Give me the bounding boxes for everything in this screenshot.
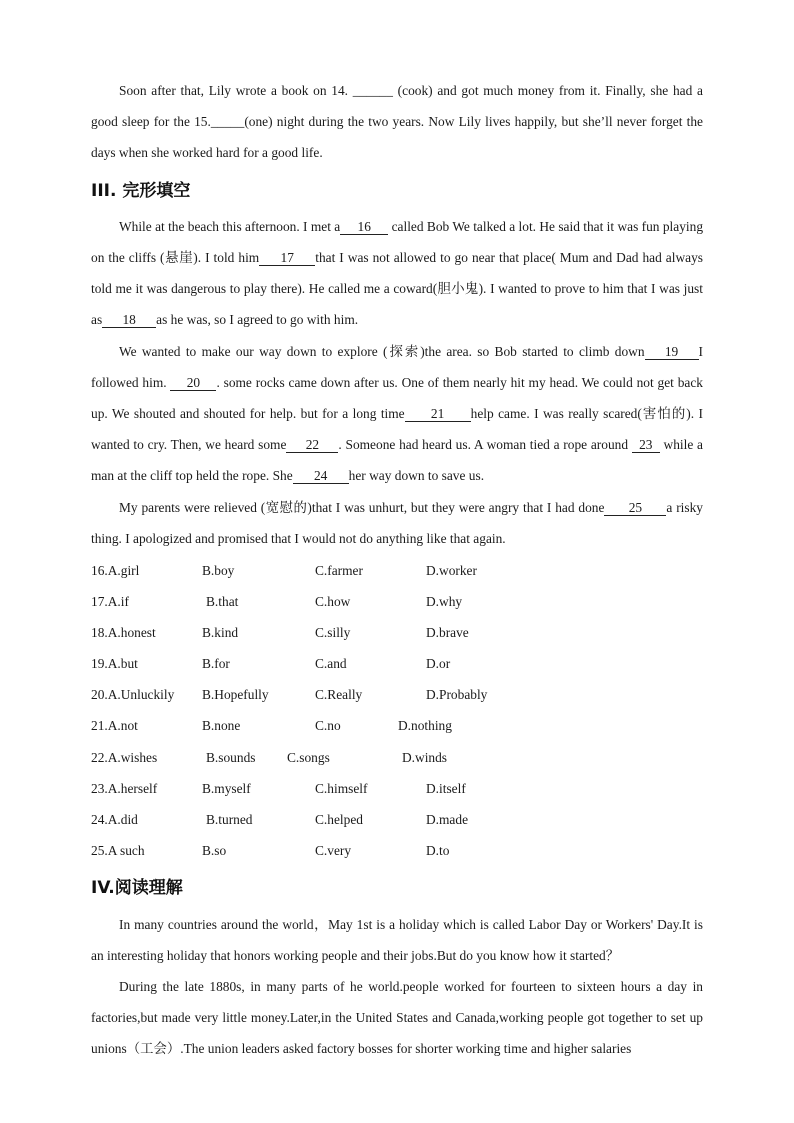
option-a: 17.A.if (91, 594, 129, 610)
option-c: C.songs (287, 749, 330, 765)
option-b: B.turned (206, 811, 253, 827)
option-d: D.or (426, 656, 451, 672)
cloze-paragraph-2 (91, 336, 703, 491)
option-a: 21.A.not (91, 718, 138, 734)
blank-15: _____ (210, 114, 245, 129)
option-c: C.himself (315, 780, 368, 796)
option-b: B.that (206, 594, 239, 610)
blank-22: 22 (286, 437, 338, 453)
text: My parents were relieved (宽慰的)that I was unhurt, but they were angry that I had done (119, 500, 605, 515)
text: called Bob We talked a lot. He said that it was fun playing on the cliffs (悬崖). I told him (91, 219, 704, 265)
option-b: B.so (202, 842, 227, 858)
option-d: D.nothing (398, 718, 452, 734)
option-b: B.none (202, 718, 241, 734)
option-b: B.Hopefully (202, 687, 269, 703)
text: I followed him. (91, 344, 703, 390)
option-b: B.for (202, 656, 230, 672)
option-c: C.how (315, 594, 351, 610)
blank-23: 23 (632, 437, 660, 453)
option-a: 25.A such (91, 842, 145, 858)
option-row (91, 679, 711, 710)
option-row (91, 804, 711, 835)
cloze-paragraph-1 (91, 211, 703, 335)
blank-16: 16 (340, 219, 388, 235)
option-a: 23.A.herself (91, 780, 158, 796)
blank-19: 19 (645, 344, 699, 360)
blank-25: 25 (604, 500, 666, 516)
cloze-paragraph-3 (91, 492, 703, 554)
paragraph-lily (91, 75, 703, 168)
option-c: C.silly (315, 625, 351, 641)
option-d: D.why (426, 594, 463, 610)
option-d: D.itself (426, 780, 466, 796)
option-d: D.to (426, 842, 450, 858)
text: a risky thing. I apologized and promised that I would not do anything like that again. (91, 500, 703, 546)
text: as he was, so I agreed to go with him. (156, 312, 359, 327)
option-a: 24.A.did (91, 811, 138, 827)
reading-paragraph-1 (91, 909, 703, 971)
option-b: B.boy (202, 563, 235, 578)
blank-20: 20 (170, 375, 216, 391)
option-d: D.winds (402, 749, 448, 765)
option-d: D.Probably (426, 687, 488, 703)
option-d: D.made (426, 811, 469, 827)
option-c: C.very (315, 842, 352, 858)
option-d: D.worker (426, 563, 477, 578)
blank-24: 24 (293, 468, 349, 484)
text: During the late 1880s, in many parts of he world.people worked for fourteen to sixteen hours a day in factories,but made very little money.Later,in the United States and Canada,working people got together to set up unions（工会）.The union leaders asked factory bosses for shorter working time and higher salaries (91, 979, 703, 1056)
blank-18: 18 (102, 312, 156, 328)
option-row (91, 835, 711, 866)
text: Soon after that, Lily wrote a book on 14. (119, 83, 349, 98)
text: In many countries around the world，May 1st is a holiday which is called Labor Day or Workers' Day.It is an interesting holiday that honors working people and their jobs.But do you know how it started？ (91, 917, 703, 963)
option-row (91, 617, 711, 648)
text: We wanted to make our way down to explore (探索)the area. so Bob started to climb down (119, 344, 645, 359)
option-a: 22.A.wishes (91, 749, 158, 765)
text: her way down to save us. (348, 468, 485, 483)
blank-14: ______ (352, 83, 393, 98)
option-d: D.brave (426, 625, 469, 641)
option-row (91, 742, 711, 773)
section-title-cloze: III. 完形填空 (91, 181, 191, 201)
text: While at the beach this afternoon. I met a (119, 219, 341, 234)
text: . some rocks came down after us. One of them nearly hit my head. We could not get back up. We shouted and shouted for help. but for a long time (91, 375, 703, 421)
option-c: C.helped (315, 811, 363, 827)
option-c: C.farmer (315, 563, 363, 578)
option-c: C.Really (315, 687, 363, 703)
text: . Someone had heard us. A woman tied a rope around (338, 437, 629, 452)
text: (one) night during the two years. Now Lily lives happily, but she’ll never forget the days when she worked hard for a good life. (91, 114, 703, 160)
option-row (91, 648, 711, 679)
option-row (91, 710, 711, 741)
option-a: 18.A.honest (91, 625, 156, 641)
text: help came. I was really scared(害怕的). I wanted to cry. Then, we heard some (91, 406, 703, 452)
option-a: 19.A.but (91, 656, 138, 672)
option-b: B.myself (202, 780, 251, 796)
option-a: 20.A.Unluckily (91, 687, 175, 703)
reading-paragraph-2 (91, 971, 703, 1064)
text: while a man at the cliff top held the rope. She (91, 437, 703, 483)
option-b: B.sounds (206, 749, 256, 765)
blank-17: 17 (259, 250, 315, 266)
blank-21: 21 (405, 406, 471, 422)
option-row (91, 586, 711, 617)
option-c: C.and (315, 656, 347, 672)
option-row (91, 773, 711, 804)
option-row (91, 555, 711, 586)
option-b: B.kind (202, 625, 239, 641)
text: that I was not allowed to go near that place( Mum and Dad had always told me it was dangerous to play there). He called me a coward(胆小鬼). I wanted to prove to him that I was just as (91, 250, 703, 327)
section-title-reading: IV.阅读理解 (91, 878, 183, 898)
cloze-options (91, 555, 711, 866)
text: (cook) and got much money from it. Finally, she had a good sleep for the 15. (91, 83, 703, 129)
option-c: C.no (315, 718, 341, 734)
option-a: 16.A.girl (91, 563, 140, 578)
